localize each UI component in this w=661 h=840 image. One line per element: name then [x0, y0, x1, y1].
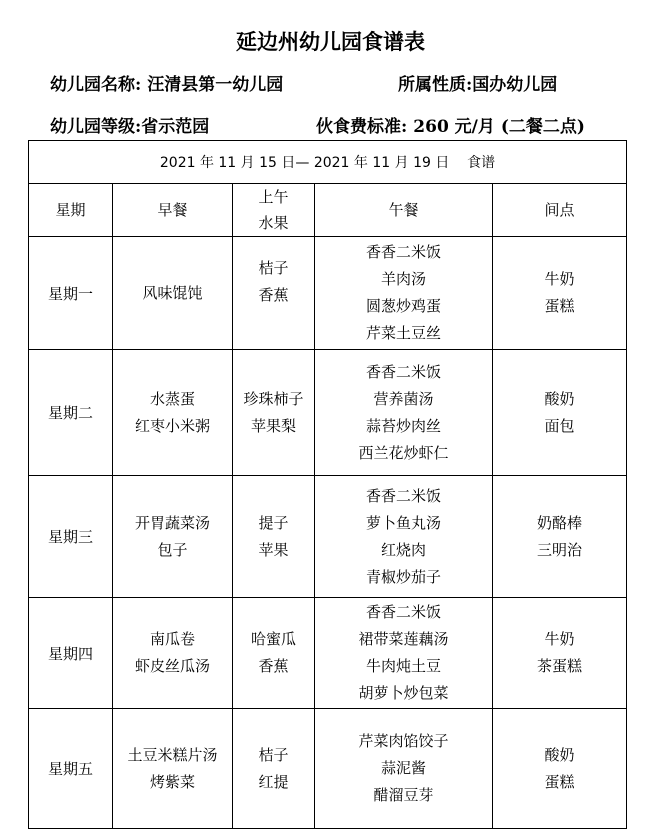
kindergarten-name-label: 幼儿园名称: [50, 75, 142, 95]
fruit-item: 香蕉 [258, 286, 289, 304]
header-morning-fruit [233, 184, 315, 237]
kindergarten-nature-value: 国办幼儿园 [472, 75, 558, 95]
lunch-item: 芹菜土豆丝 [365, 324, 441, 342]
day-cell: 星期三 [29, 476, 113, 598]
table-row-wednesday [29, 476, 627, 598]
breakfast-cell [113, 709, 233, 829]
kindergarten-name-line [50, 74, 283, 96]
breakfast-item: 南瓜卷 [149, 630, 195, 648]
day-cell: 星期四 [29, 598, 113, 709]
table-row-friday [29, 709, 627, 829]
header-row [29, 184, 627, 237]
lunch-item: 裙带菜莲藕汤 [358, 630, 449, 648]
fruit-cell [233, 598, 315, 709]
lunch-item: 圆葱炒鸡蛋 [365, 297, 441, 315]
fruit-item: 提子 [258, 513, 289, 532]
header-lunch: 午餐 [315, 184, 493, 237]
fruit-item: 桔子 [258, 745, 289, 764]
kindergarten-nature-label: 所属性质: [398, 75, 473, 95]
lunch-item: 香香二米饭 [365, 243, 441, 261]
day-cell: 星期五 [29, 709, 113, 829]
fruit-item: 苹果梨 [250, 416, 296, 435]
snack-cell [493, 237, 627, 350]
day-cell: 星期一 [29, 237, 113, 350]
lunch-cell [315, 598, 493, 709]
kindergarten-nature-line [398, 74, 557, 96]
snack-item: 三明治 [537, 540, 583, 559]
snack-item: 牛奶 [544, 630, 575, 648]
lunch-item: 香香二米饭 [365, 486, 441, 505]
lunch-cell [315, 350, 493, 476]
breakfast-item: 风味馄饨 [142, 283, 203, 302]
breakfast-item: 开胃蔬菜汤 [134, 513, 210, 532]
header-breakfast: 早餐 [113, 184, 233, 237]
lunch-item: 西兰花炒虾仁 [358, 443, 449, 462]
day-cell: 星期二 [29, 350, 113, 476]
breakfast-cell [113, 350, 233, 476]
lunch-item: 香香二米饭 [365, 603, 441, 621]
breakfast-item: 烤紫菜 [149, 772, 195, 791]
meal-fee-line [316, 116, 585, 138]
breakfast-cell [113, 476, 233, 598]
lunch-item: 蒜苔炒肉丝 [365, 416, 441, 435]
period-cell: 2021 年 11 月 15 日— 2021 年 11 月 19 日 食谱 [29, 141, 627, 184]
meal-fee-label: 伙食费标准: [316, 117, 408, 137]
lunch-cell [315, 709, 493, 829]
table-row-thursday [29, 598, 627, 709]
snack-item: 酸奶 [544, 745, 575, 764]
header-snack: 间点 [493, 184, 627, 237]
lunch-item: 醋溜豆芽 [373, 786, 434, 804]
lunch-cell [315, 476, 493, 598]
breakfast-item: 红枣小米粥 [134, 416, 210, 435]
snack-cell [493, 476, 627, 598]
snack-item: 奶酪棒 [537, 513, 583, 532]
snack-item: 蛋糕 [544, 772, 575, 791]
snack-cell [493, 350, 627, 476]
fruit-cell [233, 237, 315, 350]
kindergarten-name-value: 汪清县第一幼儿园 [147, 75, 284, 95]
table-row-tuesday [29, 350, 627, 476]
fruit-cell [233, 709, 315, 829]
lunch-item: 蒜泥酱 [380, 759, 426, 777]
kindergarten-level-value: 省示范园 [141, 117, 210, 137]
lunch-item: 红烧肉 [380, 540, 426, 559]
breakfast-item: 土豆米糕片汤 [127, 745, 218, 764]
kindergarten-level-label: 幼儿园等级: [50, 117, 142, 137]
lunch-item: 胡萝卜炒包菜 [358, 684, 449, 702]
lunch-item: 营养菌汤 [373, 389, 434, 408]
kindergarten-level-line [50, 116, 209, 138]
table-row-monday [29, 237, 627, 350]
fruit-item: 珍珠柿子 [243, 389, 304, 408]
fruit-cell [233, 350, 315, 476]
page-title: 延边州幼儿园食谱表 [236, 29, 425, 54]
fruit-item: 桔子 [258, 259, 289, 277]
fruit-cell [233, 476, 315, 598]
snack-item: 蛋糕 [544, 297, 575, 315]
lunch-cell [315, 237, 493, 350]
snack-item: 牛奶 [544, 270, 575, 288]
snack-cell [493, 709, 627, 829]
breakfast-item: 水蒸蛋 [149, 389, 195, 408]
breakfast-item: 包子 [157, 540, 188, 559]
fruit-item: 苹果 [258, 540, 289, 559]
breakfast-cell [113, 598, 233, 709]
lunch-item: 香香二米饭 [365, 362, 441, 381]
period-row [29, 141, 627, 184]
menu-table [28, 140, 627, 829]
lunch-item: 牛肉炖土豆 [365, 657, 441, 675]
lunch-item: 萝卜鱼丸汤 [365, 513, 441, 532]
breakfast-cell [113, 237, 233, 350]
lunch-item: 羊肉汤 [380, 270, 426, 288]
lunch-item: 青椒炒茄子 [365, 567, 441, 586]
header-fruit-line2: 水果 [258, 214, 289, 232]
snack-item: 面包 [544, 416, 575, 435]
meal-fee-value: 260 元/月 (二餐二点) [413, 117, 585, 137]
fruit-item: 哈蜜瓜 [250, 630, 296, 648]
snack-cell [493, 598, 627, 709]
lunch-item: 芹菜肉馅饺子 [358, 732, 449, 750]
snack-item: 茶蛋糕 [537, 657, 583, 675]
breakfast-item: 虾皮丝瓜汤 [134, 657, 210, 675]
header-fruit-line1: 上午 [258, 188, 289, 206]
snack-item: 酸奶 [544, 389, 575, 408]
fruit-item: 红提 [258, 772, 289, 791]
header-day: 星期 [29, 184, 113, 237]
fruit-item: 香蕉 [258, 657, 289, 675]
